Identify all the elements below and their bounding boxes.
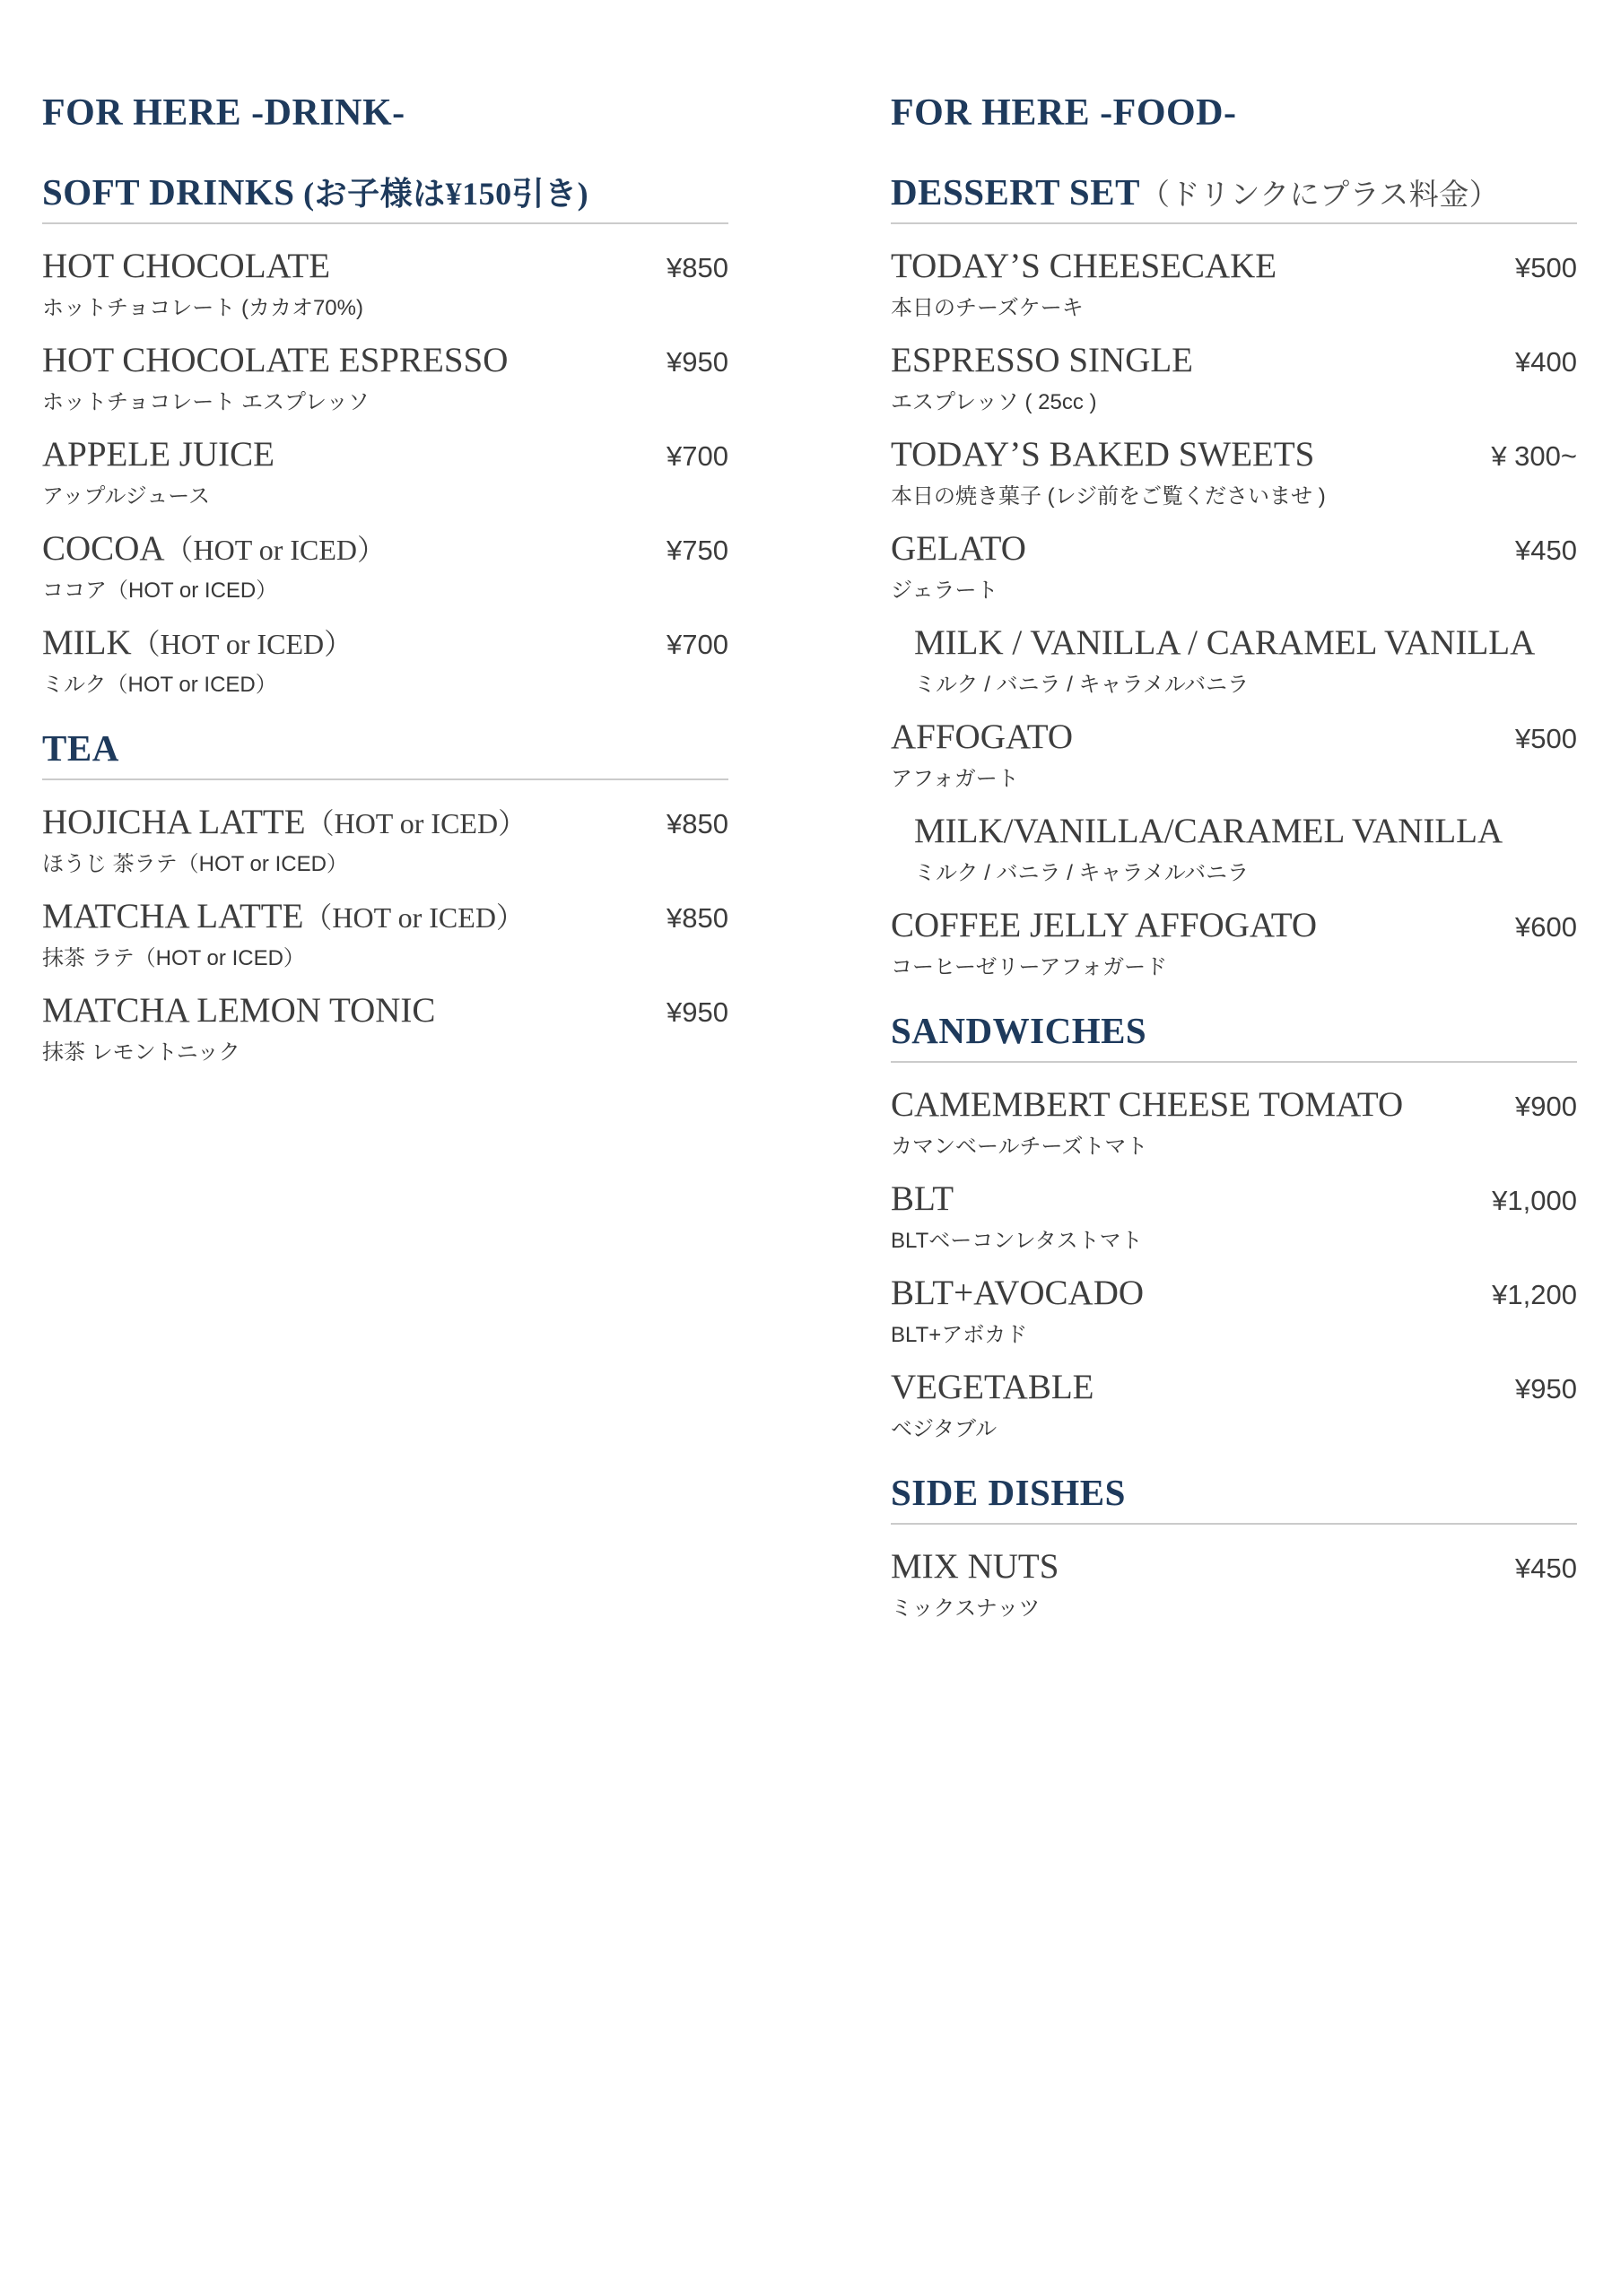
item-name xyxy=(42,246,330,287)
menu-item-row xyxy=(891,434,1577,475)
menu-item xyxy=(891,1546,1577,1622)
menu-item-row xyxy=(42,622,728,664)
item-price: ¥850 xyxy=(667,902,728,935)
item-subtitle: ほうじ 茶ラテ（HOT or ICED） xyxy=(42,852,348,877)
menu-item xyxy=(891,905,1577,981)
menu-item xyxy=(42,246,728,322)
item-suffix: （HOT or ICED） xyxy=(164,533,387,566)
item-subtitle: ベジタブル xyxy=(891,1417,998,1442)
menu-item xyxy=(891,811,1577,887)
item-name-text: HOT CHOCOLATE xyxy=(42,246,331,285)
menu-item xyxy=(891,434,1577,510)
item-name-text: AFFOGATO xyxy=(891,717,1073,756)
menu-item xyxy=(891,340,1577,416)
item-subtitle: 本日のチーズケーキ xyxy=(891,295,1084,320)
item-subtitle: ミルク / バニラ / キャラメルバニラ xyxy=(914,860,1250,885)
section-heading-text: SOFT DRINKS xyxy=(42,170,295,213)
section-heading-note: (お子様は¥150引き) xyxy=(294,175,589,212)
column-title: FOR HERE -DRINK- xyxy=(42,92,405,134)
menu-section xyxy=(891,1470,1577,1622)
menu-item-row xyxy=(42,246,728,287)
section-heading xyxy=(891,1470,1577,1525)
item-name-text: MATCHA LATTE xyxy=(42,897,304,936)
menu-item-row xyxy=(891,1084,1577,1126)
item-name xyxy=(42,528,386,570)
item-suffix: （HOT or ICED） xyxy=(305,807,527,840)
menu-item xyxy=(42,528,728,604)
menu-section xyxy=(891,1008,1577,1443)
menu-item xyxy=(891,717,1577,793)
item-name xyxy=(891,1546,1059,1587)
item-name xyxy=(891,905,1317,946)
item-price: ¥700 xyxy=(667,439,728,472)
item-suffix: （HOT or ICED） xyxy=(131,627,353,660)
item-subtitle: カマンベールチーズトマト xyxy=(891,1135,1148,1160)
menu-item xyxy=(891,1084,1577,1161)
menu-section xyxy=(891,170,1577,981)
menu-item xyxy=(891,246,1577,322)
section-heading-note: （ドリンクにプラス料金） xyxy=(1139,178,1500,212)
item-name-text: CAMEMBERT CHEESE TOMATO xyxy=(891,1085,1404,1125)
menu-item-row xyxy=(42,802,728,843)
item-price: ¥750 xyxy=(667,534,728,566)
item-subtitle: コーヒーゼリーアフォガード xyxy=(891,954,1168,979)
item-price: ¥ 300~ xyxy=(1491,439,1577,472)
item-price: ¥400 xyxy=(1515,345,1577,378)
menu-item-row xyxy=(914,622,1577,664)
item-name-text: MILK / VANILLA / CARAMEL VANILLA xyxy=(914,622,1536,662)
item-price: ¥1,000 xyxy=(1492,1185,1577,1217)
item-subtitle: アップルジュース xyxy=(42,483,211,509)
menu-item xyxy=(891,1273,1577,1349)
item-name xyxy=(914,811,1503,852)
item-price: ¥950 xyxy=(667,996,728,1029)
item-subtitle: ジェラート xyxy=(891,578,998,603)
item-subtitle: ミックスナッツ xyxy=(891,1596,1041,1622)
item-name xyxy=(891,1084,1403,1126)
column-title: FOR HERE -FOOD- xyxy=(891,92,1237,134)
item-name-text: APPELE JUICE xyxy=(42,434,274,474)
item-price: ¥850 xyxy=(667,251,728,283)
section-heading-text: SIDE DISHES xyxy=(891,1472,1126,1514)
item-price: ¥950 xyxy=(667,345,728,378)
menu-item xyxy=(42,622,728,699)
section-heading xyxy=(891,1008,1577,1063)
item-name-text: COCOA xyxy=(42,528,165,568)
item-price: ¥450 xyxy=(1515,1552,1577,1585)
menu-item-row xyxy=(42,434,728,475)
menu-item xyxy=(891,1178,1577,1255)
item-name xyxy=(891,528,1026,570)
item-subtitle: ホットチョコレート エスプレッソ xyxy=(42,389,370,414)
item-subtitle: 抹茶 ラテ（HOT or ICED） xyxy=(42,946,305,971)
item-name-text: VEGETABLE xyxy=(891,1368,1094,1407)
menu-item-row xyxy=(891,340,1577,381)
menu-item-row xyxy=(42,990,728,1031)
item-name xyxy=(891,434,1314,475)
item-price: ¥1,200 xyxy=(1492,1279,1577,1311)
menu-item-row xyxy=(891,1367,1577,1408)
item-subtitle: 本日の焼き菓子 (レジ前をご覧くださいませ ) xyxy=(891,483,1326,509)
menu-column-drink xyxy=(42,90,728,1084)
item-subtitle: エスプレッソ ( 25cc ) xyxy=(891,389,1097,414)
section-items xyxy=(42,780,728,1066)
item-name-text: HOT CHOCOLATE ESPRESSO xyxy=(42,340,509,379)
item-name xyxy=(914,622,1535,664)
item-name-text: TODAY’S BAKED SWEETS xyxy=(891,434,1315,474)
column-sections xyxy=(42,170,728,1067)
item-subtitle: ミルク（HOT or ICED） xyxy=(42,672,277,697)
item-name xyxy=(42,990,435,1031)
section-heading-text: DESSERT SET xyxy=(891,170,1140,213)
menu-item-row xyxy=(891,1178,1577,1220)
item-subtitle: BLTベーコンレタストマト xyxy=(891,1229,1143,1254)
item-subtitle: 抹茶 レモントニック xyxy=(42,1040,240,1065)
item-price: ¥900 xyxy=(1515,1091,1577,1123)
menu-item xyxy=(42,340,728,416)
menu-item-row xyxy=(891,905,1577,946)
item-subtitle: ココア（HOT or ICED） xyxy=(42,578,278,603)
item-price: ¥850 xyxy=(667,808,728,840)
menu-item-row xyxy=(891,717,1577,758)
section-heading-text: SANDWICHES xyxy=(891,1009,1147,1051)
menu-item-row xyxy=(914,811,1577,852)
menu-item-row xyxy=(891,246,1577,287)
menu-item-row xyxy=(891,1273,1577,1314)
menu-item xyxy=(891,528,1577,604)
item-price: ¥450 xyxy=(1515,534,1577,566)
menu-item xyxy=(42,990,728,1066)
item-name-text: ESPRESSO SINGLE xyxy=(891,340,1193,379)
menu-item-row xyxy=(42,896,728,937)
menu-item-row xyxy=(891,528,1577,570)
section-heading xyxy=(42,170,728,224)
item-name-text: COFFEE JELLY AFFOGATO xyxy=(891,905,1318,944)
item-name-text: MILK/VANILLA/CARAMEL VANILLA xyxy=(914,811,1503,850)
item-name xyxy=(891,717,1073,758)
item-subtitle: BLT+アボカド xyxy=(891,1323,1028,1348)
item-name-text: TODAY’S CHEESECAKE xyxy=(891,246,1277,285)
section-heading xyxy=(891,170,1577,224)
item-name xyxy=(891,1273,1144,1314)
item-name xyxy=(891,1178,954,1220)
item-name-text: GELATO xyxy=(891,528,1026,568)
item-subtitle: ミルク / バニラ / キャラメルバニラ xyxy=(914,672,1250,697)
item-name xyxy=(42,434,274,475)
item-price: ¥600 xyxy=(1515,910,1577,943)
item-subtitle: ホットチョコレート (カカオ70%) xyxy=(42,295,363,320)
menu-item-row xyxy=(891,1546,1577,1587)
section-heading-text: TEA xyxy=(42,726,119,769)
item-name-text: HOJICHA LATTE xyxy=(42,803,306,842)
column-sections xyxy=(891,170,1577,1623)
menu-column-food xyxy=(891,90,1577,1640)
item-price: ¥950 xyxy=(1515,1373,1577,1405)
section-items xyxy=(891,1063,1577,1443)
menu-item xyxy=(42,434,728,510)
item-price: ¥500 xyxy=(1515,251,1577,283)
menu-columns xyxy=(42,90,1612,1640)
menu-section xyxy=(42,726,728,1066)
item-name-text: MIX NUTS xyxy=(891,1547,1059,1587)
item-price: ¥700 xyxy=(667,628,728,660)
menu-item xyxy=(891,622,1577,699)
menu-item-row xyxy=(42,528,728,570)
item-name-text: MILK xyxy=(42,622,132,662)
item-price: ¥500 xyxy=(1515,722,1577,754)
item-subtitle: アフォガート xyxy=(891,766,1019,791)
section-items xyxy=(42,224,728,699)
menu-item xyxy=(891,1367,1577,1443)
item-name-text: BLT xyxy=(891,1179,954,1219)
item-name xyxy=(891,1367,1094,1408)
item-name xyxy=(42,896,525,937)
item-name xyxy=(42,802,527,843)
section-items xyxy=(891,1525,1577,1622)
menu-section xyxy=(42,170,728,699)
menu-item xyxy=(42,802,728,878)
item-name xyxy=(42,340,508,381)
item-name xyxy=(42,622,353,664)
item-name xyxy=(891,246,1277,287)
menu-item-row xyxy=(42,340,728,381)
section-heading xyxy=(42,726,728,780)
section-items xyxy=(891,224,1577,981)
menu-item xyxy=(42,896,728,972)
item-name-text: BLT+AVOCADO xyxy=(891,1274,1145,1313)
item-name-text: MATCHA LEMON TONIC xyxy=(42,991,436,1031)
item-suffix: （HOT or ICED） xyxy=(303,901,525,935)
item-name xyxy=(891,340,1193,381)
